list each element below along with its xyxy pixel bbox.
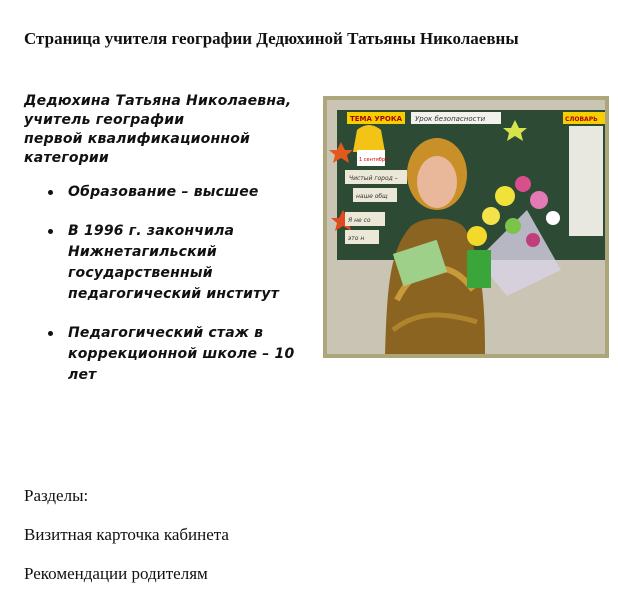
fact-line: коррекционной школе – 10 xyxy=(68,346,295,362)
flower-icon xyxy=(530,191,548,209)
list-item xyxy=(24,323,314,386)
lesson-label-text: ТЕМА УРОКА xyxy=(350,115,402,123)
fact-line: Нижнетагильский xyxy=(68,244,217,260)
section-link-classroom-card[interactable]: Визитная карточка кабинета xyxy=(24,525,229,544)
green-gift xyxy=(467,250,491,288)
flower-icon xyxy=(495,186,515,206)
flower-icon xyxy=(515,176,531,192)
flower-icon xyxy=(467,226,487,246)
flower-icon xyxy=(546,211,560,225)
teacher-name: Дедюхина Татьяна Николаевна, xyxy=(24,93,292,109)
page-title: Страница учителя географии Дедюхиной Татьяны Николаевны xyxy=(24,29,519,48)
teacher-role: учитель географии xyxy=(24,112,185,128)
flower-icon xyxy=(526,233,540,247)
date-card-text: 1 сентября xyxy=(359,157,389,163)
list-item xyxy=(24,182,314,203)
teacher-face xyxy=(417,156,457,208)
dictionary-label-text: СЛОВАРЬ xyxy=(565,116,598,123)
teacher-qualification-cont: категории xyxy=(24,150,109,166)
fact-line: В 1996 г. закончила xyxy=(68,223,235,239)
flower-icon xyxy=(505,218,521,234)
section-link-parent-recommendations[interactable]: Рекомендации родителям xyxy=(24,564,208,583)
fact-line: Образование – высшее xyxy=(68,184,259,200)
note-text: Я не со xyxy=(348,217,371,224)
dictionary-sheet xyxy=(569,126,603,236)
fact-line: педагогический институт xyxy=(68,286,280,302)
sections-block xyxy=(24,486,229,603)
fact-line: государственный xyxy=(68,265,213,281)
list-item xyxy=(24,221,314,305)
bio-facts-list xyxy=(24,182,314,386)
fact-line: лет xyxy=(68,367,97,383)
note-text: Чистый город – xyxy=(349,175,398,182)
teacher-photo xyxy=(323,96,609,358)
lesson-topic-text: Урок безопасности xyxy=(415,115,486,123)
teacher-bio xyxy=(24,92,314,404)
note-text: это н xyxy=(348,235,365,242)
teacher-qualification: первой квалификационной xyxy=(24,131,251,147)
teacher-name-block xyxy=(24,92,314,168)
fact-line: Педагогический стаж в xyxy=(68,325,264,341)
note-text: наше общ xyxy=(356,193,388,200)
sections-heading: Разделы: xyxy=(24,486,89,505)
photo-illustration xyxy=(327,100,605,354)
flower-icon xyxy=(482,207,500,225)
